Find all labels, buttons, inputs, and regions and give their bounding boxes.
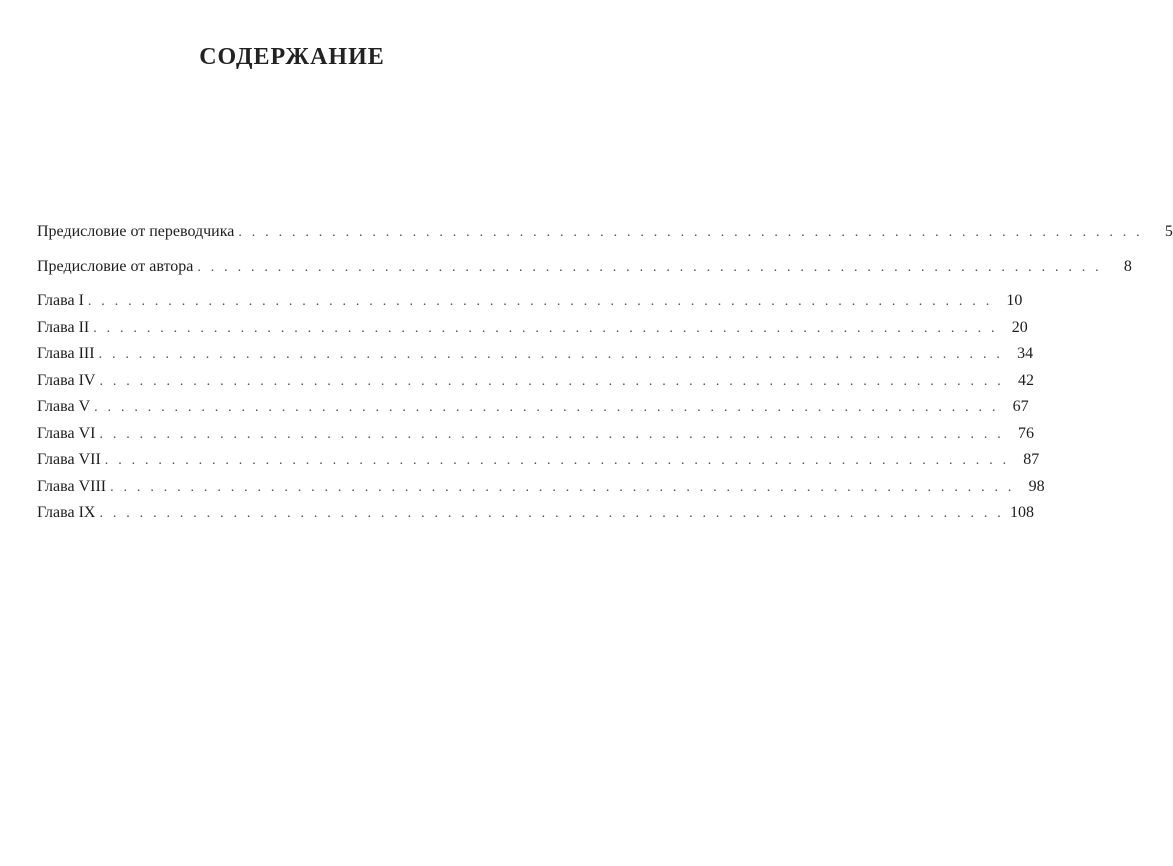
toc-entry-label: Глава V	[37, 398, 91, 415]
toc-entry-page-number: 20	[1011, 318, 1028, 336]
toc-entry-page-number: 98	[1028, 477, 1045, 495]
toc-entry-chapter-8[interactable]	[37, 474, 1045, 501]
page-title: СОДЕРЖАНИЕ	[199, 44, 385, 70]
toc-entry-chapter-1[interactable]	[37, 288, 1023, 315]
toc-entry-label: Глава VIII	[37, 477, 107, 495]
toc-entry-chapter-5[interactable]	[37, 394, 1029, 421]
toc-entry-page-number: 87	[1023, 451, 1040, 468]
toc-entry-chapter-9[interactable]	[37, 500, 1034, 527]
dot-leader: . . . . . . . . . . . . . . . . . . . . . . . . . . . . . . . . . . . . . . . . . . . . . . . . . . . . . . . . . . . . . . . . . . . .	[94, 400, 999, 415]
dot-leader: . . . . . . . . . . . . . . . . . . . . . . . . . . . . . . . . . . . . . . . . . . . . . . . . . . . . . . . . . . . . . . . . . . . .	[99, 426, 1004, 442]
toc-entry-label: Глава VII	[37, 451, 101, 468]
toc-entry-page-number: 67	[1012, 398, 1029, 415]
toc-entry-page-number: 76	[1017, 424, 1034, 442]
toc-entry-chapter-3[interactable]	[37, 341, 1034, 368]
toc-entry-chapter-2[interactable]	[37, 315, 1028, 342]
dot-leader: . . . . . . . . . . . . . . . . . . . . . . . . . . . . . . . . . . . . . . . . . . . . . . . . . . . . . . . . . . . . . . . . . . . .	[110, 479, 1015, 495]
toc-entry-chapter-4[interactable]	[37, 368, 1034, 395]
toc-entry-page-number: 8	[1123, 258, 1132, 275]
toc-list	[37, 218, 1173, 527]
toc-entry-label: Предисловие от переводчика	[37, 223, 235, 240]
toc-entry-label: Предисловие от автора	[37, 258, 194, 275]
toc-entry-page-number: 42	[1017, 371, 1034, 389]
toc-entry-label: Глава IV	[37, 371, 96, 389]
dot-leader: . . . . . . . . . . . . . . . . . . . . . . . . . . . . . . . . . . . . . . . . . . . . . . . . . . . . . . . . . . . . . . . . . . . .	[98, 347, 1004, 362]
toc-entry-label: Глава VI	[37, 424, 96, 442]
toc-entry-label: Глава II	[37, 318, 90, 336]
dot-leader: . . . . . . . . . . . . . . . . . . . . . . . . . . . . . . . . . . . . . . . . . . . . . . . . . . . . . . . . . . . . . . . . . . . .	[99, 373, 1004, 389]
toc-entry-chapter-7[interactable]	[37, 447, 1040, 474]
dot-leader: . . . . . . . . . . . . . . . . . . . . . . . . . . . . . . . . . . . . . . . . . . . . . . . . . . . . . . . . . . . . . . . . . . . .	[99, 506, 1004, 521]
toc-entry-page-number: 10	[1006, 292, 1023, 309]
toc-entry-translator-preface[interactable]	[37, 218, 1173, 246]
dot-leader: . . . . . . . . . . . . . . . . . . . . . . . . . . . . . . . . . . . . . . . . . . . . . . . . . . . . . . . . . . . . . . . . . . . .	[87, 294, 993, 309]
toc-entry-label: Глава III	[37, 345, 95, 362]
dot-leader: . . . . . . . . . . . . . . . . . . . . . . . . . . . . . . . . . . . . . . . . . . . . . . . . . . . . . . . . . . . . . . . . . . . .	[93, 320, 998, 336]
toc-entry-label: Глава I	[37, 292, 84, 309]
toc-entry-page-number: 34	[1017, 345, 1034, 362]
toc-entry-chapter-6[interactable]	[37, 421, 1034, 448]
dot-leader: . . . . . . . . . . . . . . . . . . . . . . . . . . . . . . . . . . . . . . . . . . . . . . . . . . . . . . . . . . . . . . . . . . . .	[238, 225, 1143, 240]
toc-entry-page-number: 108	[1009, 504, 1034, 521]
toc-entry-author-preface[interactable]	[37, 246, 1132, 288]
dot-leader: . . . . . . . . . . . . . . . . . . . . . . . . . . . . . . . . . . . . . . . . . . . . . . . . . . . . . . . . . . . . . . . . . . . .	[104, 453, 1010, 468]
toc-entry-label: Глава IX	[37, 504, 96, 521]
toc-entry-page-number: 5	[1164, 223, 1173, 240]
dot-leader: . . . . . . . . . . . . . . . . . . . . . . . . . . . . . . . . . . . . . . . . . . . . . . . . . . . . . . . . . . . . . . . . . . . .	[197, 260, 1102, 275]
